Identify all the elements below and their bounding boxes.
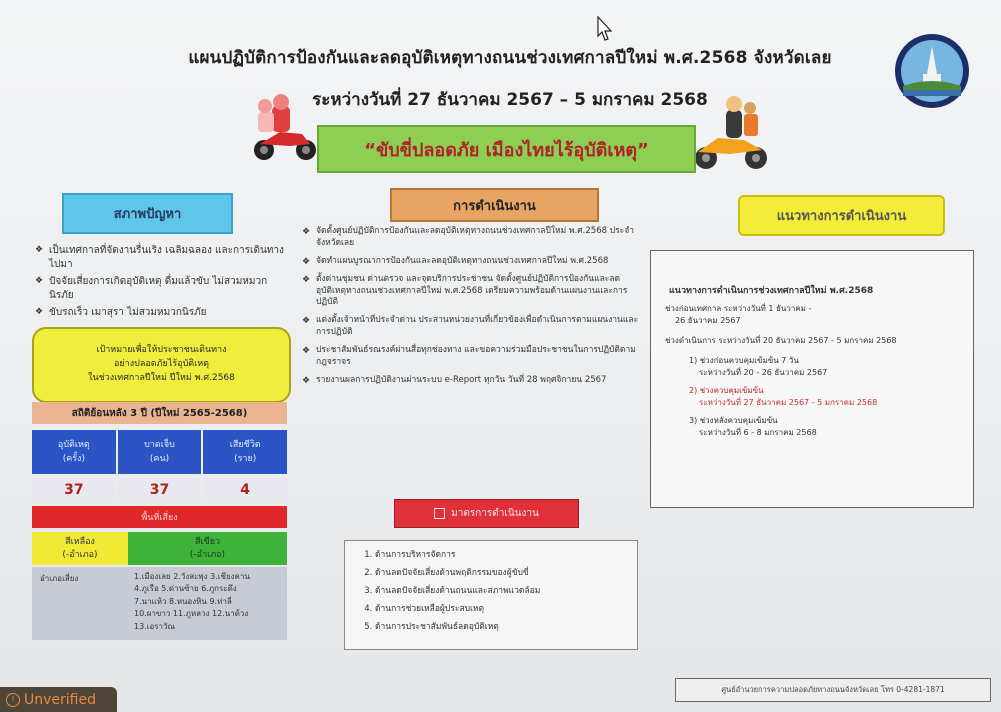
- risk-green-cell: [128, 532, 287, 565]
- checkbox-icon: [434, 508, 445, 519]
- stats-header-accidents: [32, 430, 116, 474]
- operation-bullet: ❖ จัดทำแผนบูรณาการป้องกันและลดอุบัติเหตุทางถนนช่วงเทศกาลปีใหม่ พ.ศ.2568: [302, 256, 642, 268]
- target-box: [32, 327, 291, 403]
- risk-yellow-cell: [32, 532, 128, 565]
- detail-line: 1.เมืองเลย 2.วังสะพุง 3.เชียงคาน: [134, 572, 250, 581]
- risk-level-row: [32, 532, 287, 565]
- page-subtitle-dates: ระหว่างวันที่ 27 ธันวาคม 2567 – 5 มกราคม 2568: [312, 90, 708, 110]
- problem-header: สภาพปัญหา: [62, 193, 233, 234]
- stats-value-row: [32, 478, 287, 502]
- stats-header-label: บาดเจ็บ: [144, 439, 175, 450]
- guideline-sub-date: ระหว่างวันที่ 27 ธันวาคม 2567 - 5 มกราคม 2568: [699, 398, 878, 407]
- operations-bullet-list: [302, 226, 642, 393]
- guidelines-panel: [650, 250, 974, 508]
- target-line: ในช่วงเทศกาลปีใหม่ ปีใหม่ พ.ศ.2568: [88, 372, 235, 383]
- guideline-sub-label: 3) ช่วงหลังควบคุมเข้มข้น: [689, 416, 778, 425]
- guidelines-title: แนวทางการดำเนินการช่วงเทศกาลปีใหม่ พ.ศ.2568: [669, 286, 874, 296]
- unverified-badge[interactable]: [0, 687, 117, 712]
- problem-bullet: ❖ ปัจจัยเสี่ยงการเกิดอุบัติเหตุ ดื่มแล้วขับ ไม่สวมหมวกนิรภัย: [35, 275, 290, 302]
- stats-header-label: เสียชีวิต: [229, 439, 261, 450]
- measure-item: 5. ด้านการประชาสัมพันธ์ลดอุบัติเหตุ: [375, 619, 637, 633]
- measure-item: 1. ด้านการบริหารจัดการ: [375, 547, 637, 561]
- detail-line: 4.ภูเรือ 5.ด่านซ้าย 6.ภูกระดึง: [134, 584, 237, 594]
- guideline-text: ช่วงดำเนินการ ระหว่างวันที่ 20 ธันวาคม 2567 - 5 มกราคม 2568: [665, 336, 897, 345]
- guideline-item: [665, 303, 965, 327]
- stats-header-unit: (คน): [149, 454, 170, 464]
- stats-header-unit: (ราย): [234, 454, 257, 464]
- stats-header-label: อุบัติเหตุ: [57, 439, 90, 450]
- target-line: เป้าหมายเพื่อให้ประชาชนเดินทาง: [96, 345, 227, 356]
- operation-bullet: ❖ จัดตั้งศูนย์ปฏิบัติการป้องกันและลดอุบัติเหตุทางถนนช่วงเทศกาลปีใหม่ พ.ศ.2568 ประจำจังหวัดเลย: [302, 226, 642, 250]
- guideline-date: 26 ธันวาคม 2567: [675, 316, 741, 325]
- guidelines-list: [665, 303, 965, 445]
- guideline-text: ช่วงก่อนเทศกาล ระหว่างวันที่ 1 ธันวาคม -: [665, 304, 812, 313]
- campaign-slogan: “ขับขี่ปลอดภัย เมืองไทยไร้อุบัติเหตุ”: [317, 125, 696, 173]
- risk-yellow-sub: (-อำเภอ): [62, 549, 98, 560]
- measures-label-text: มาตรการดำเนินงาน: [451, 508, 539, 519]
- mouse-cursor-icon: [597, 16, 613, 42]
- stats-header-unit: (ครั้ง): [62, 454, 85, 464]
- guideline-sub-label: 2) ช่วงควบคุมเข้มข้น: [689, 386, 764, 395]
- detail-values: [130, 567, 287, 640]
- operation-bullet: ❖ รายงานผลการปฏิบัติงานผ่านระบบ e-Report ทุกวัน วันที่ 28 พฤศจิกายน 2567: [302, 375, 642, 387]
- province-seal-logo: [893, 32, 971, 110]
- detail-line: 10.ผาขาว 11.ภูหลวง 12.นาด้วง: [134, 609, 249, 619]
- risk-yellow-title: สีเหลือง: [65, 536, 95, 547]
- risk-district-detail: [32, 567, 287, 640]
- guideline-subitem: [665, 355, 965, 379]
- guideline-subitem: [665, 415, 965, 439]
- measure-item: 2. ด้านลดปัจจัยเสี่ยงด้านพฤติกรรมของผู้ขับขี่: [375, 565, 637, 579]
- guideline-sub-date: ระหว่างวันที่ 6 - 8 มกราคม 2568: [699, 428, 817, 437]
- stats-header-deaths: [203, 430, 287, 474]
- stats-header-row: [32, 430, 287, 474]
- stats-value-deaths: 4: [203, 478, 287, 502]
- problem-bullet: ❖ เป็นเทศกาลที่จัดงานรื่นเริง เฉลิมฉลอง และการเดินทางไปมา: [35, 244, 290, 271]
- risk-area-bar: พื้นที่เสี่ยง: [32, 506, 287, 528]
- measure-item: 3. ด้านลดปัจจัยเสี่ยงด้านถนนและสภาพแวดล้อม: [375, 583, 637, 597]
- problem-bullet-list: [35, 244, 290, 324]
- guideline-subitem: [665, 385, 965, 409]
- problem-bullet: ❖ ขับรถเร็ว เมาสุรา ไม่สวมหมวกนิรภัย: [35, 306, 290, 320]
- target-line: อย่างปลอดภัยไร้อุบัติเหตุ: [114, 359, 209, 370]
- operation-bullet: ❖ แต่งตั้งเจ้าหน้าที่ประจำด่าน ประสานหน่วยงานที่เกี่ยวข้องเพื่อดำเนินการตามแผนงานและการปฏิบัติ: [302, 315, 642, 339]
- measure-item: 4. ด้านการช่วยเหลือผู้ประสบเหตุ: [375, 601, 637, 615]
- guideline-sub-date: ระหว่างวันที่ 20 - 26 ธันวาคม 2567: [699, 368, 828, 377]
- detail-line: 7.นาแห้ว 8.หนองหิน 9.ท่าลี่: [134, 596, 232, 606]
- operations-header: การดำเนินงาน: [390, 188, 599, 222]
- measures-list-box: [344, 540, 638, 650]
- stats-value-accidents: 37: [32, 478, 116, 502]
- info-icon: !: [6, 693, 20, 707]
- detail-label: อำเภอเสี่ยง: [40, 574, 79, 583]
- operation-bullet: ❖ ประชาสัมพันธ์รณรงค์ผ่านสื่อทุกช่องทาง และขอความร่วมมือประชาชนในการปฏิบัติตามกฎจราจร: [302, 345, 642, 369]
- stats-value-injured: 37: [118, 478, 202, 502]
- page-title: แผนปฏิบัติการป้องกันและลดอุบัติเหตุทางถนนช่วงเทศกาลปีใหม่ พ.ศ.2568 จังหวัดเลย: [188, 48, 832, 68]
- footer-contact: ศูนย์อำนวยการความปลอดภัยทางถนนจังหวัดเลย โทร 0-4281-1871: [675, 678, 991, 702]
- operation-bullet: ❖ ตั้งด่านชุมชน ด่านตรวจ และจุดบริการประชาชน จัดตั้งศูนย์ปฏิบัติการป้องกันและลดอุบัติเหตุทางถนนช่วงเทศกาลปีใหม่ พ.ศ.2568 เตรียมความพร้อมด้านแผนงานและการปฏิบัติ: [302, 274, 642, 310]
- detail-line: 13.เอราวัณ: [134, 621, 175, 631]
- guideline-item: [665, 335, 965, 347]
- stats-title: สถิติย้อนหลัง 3 ปี (ปีใหม่ 2565-2568): [32, 402, 287, 424]
- unverified-badge-text: Unverified: [24, 691, 96, 708]
- guideline-sub-label: 1) ช่วงก่อนควบคุมเข้มข้น 7 วัน: [689, 356, 799, 365]
- risk-green-title: สีเขียว: [194, 536, 221, 547]
- stats-header-injured: [118, 430, 202, 474]
- risk-green-sub: (-อำเภอ): [189, 549, 226, 560]
- guidelines-header: แนวทางการดำเนินงาน: [738, 195, 945, 236]
- measures-label: [394, 499, 579, 528]
